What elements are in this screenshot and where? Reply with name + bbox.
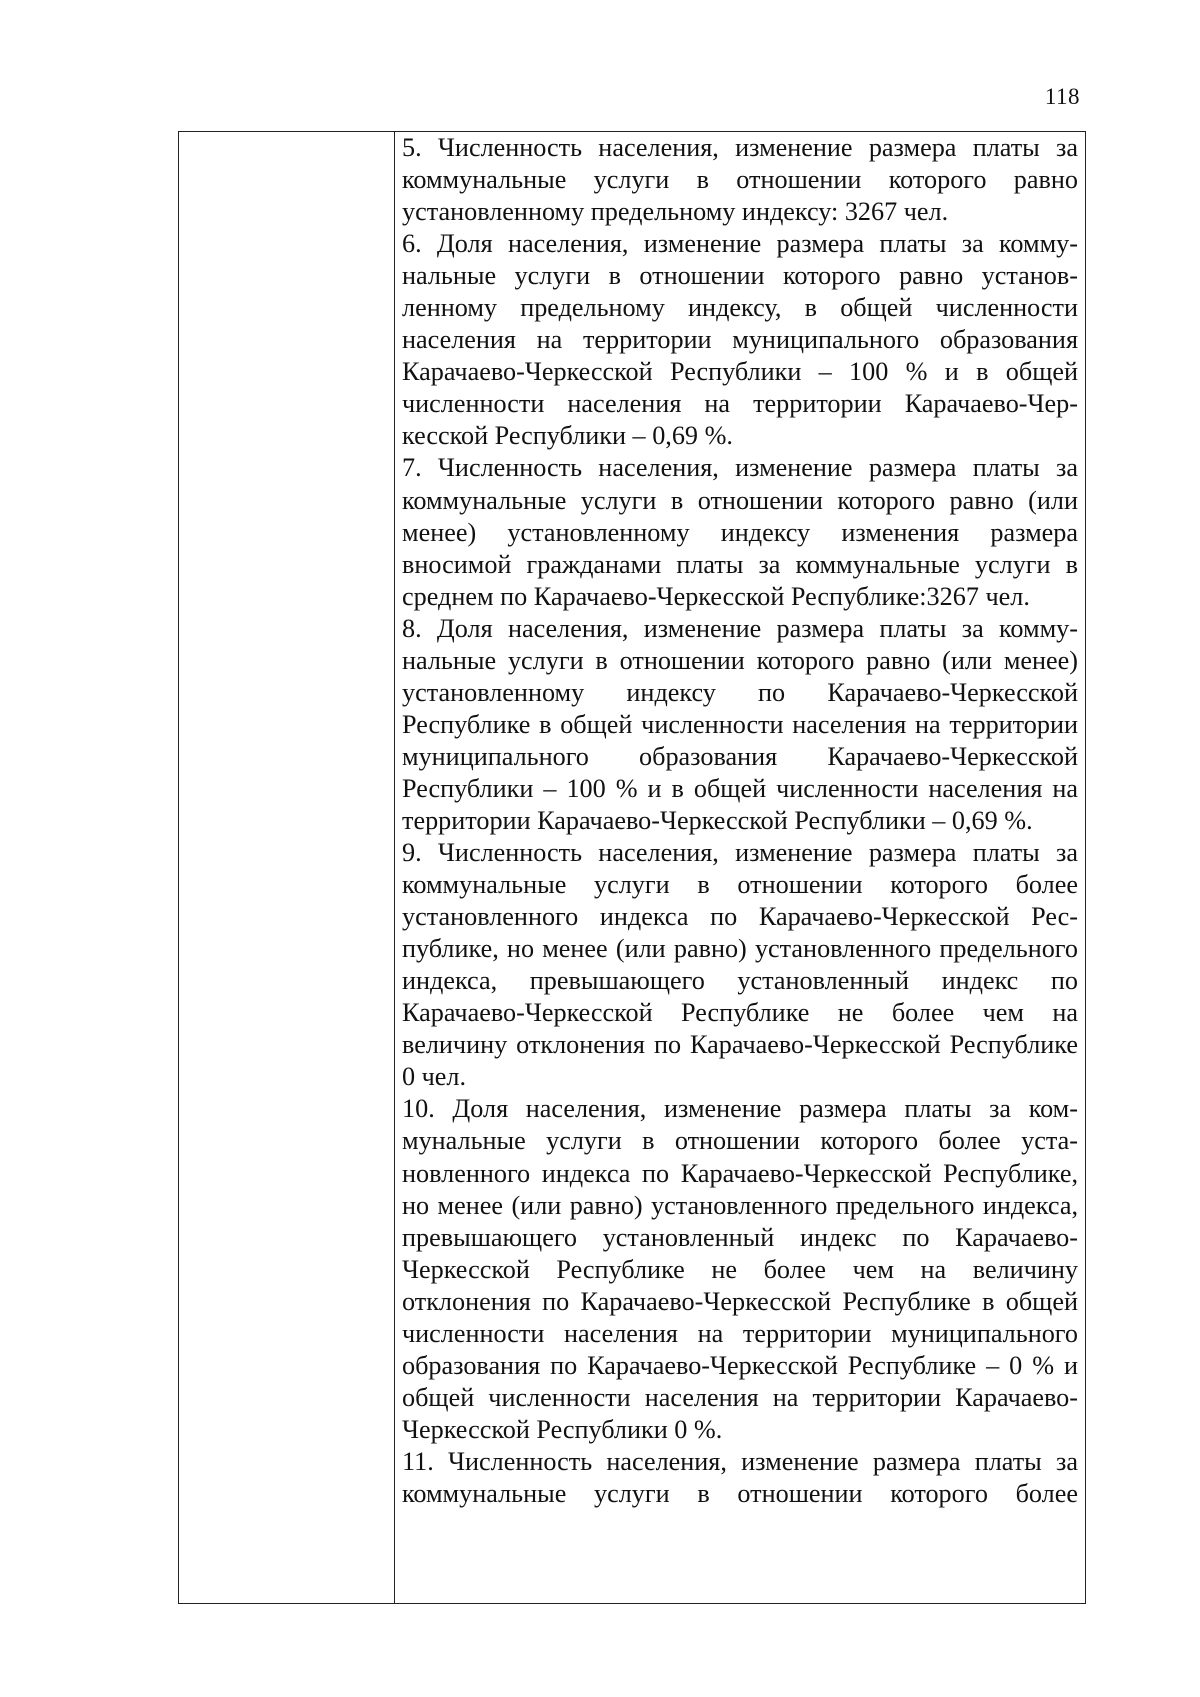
list-item-10: 10. Доля населения, изменение размера платы за коммунальные услуги в отношении которого более установленного индекса по Карачаево-Черкесской Республике, но менее (или равно) установленного предельного индекса, превышающего установленный индекс по Карачаево-Черкесской Республике не более чем на величину отклонения по Карачаево-Черкесской Республике в общей численности населения на территории муниципального образования по Карачаево-Черкесской Республике – 0 % и общей численности населения на территории Карачаево-Черкесской Республики 0 %. (402, 1094, 1078, 1444)
list-item-6: 6. Доля населения, изменение размера платы за коммунальные услуги в отношении которого равно установленному предельному индексу, в общей численности населения на территории муниципального образования Карачаево-Черкесской Республики – 100 % и в общей численности населения на территории Карачаево-Черкесской Республики – 0,69 %. (402, 229, 1078, 451)
list-item-8: 8. Доля населения, изменение размера платы за коммунальные услуги в отношении которого равно (или менее) установленному индексу по Карачаево-Черкесской Республике в общей численности населения на территории муниципального образования Карачаево-Черкесской Республики – 100 % и в общей численности населения на территории Карачаево-Черкесской Республики – 0,69 %. (402, 613, 1078, 835)
list-item-11: 11. Численность населения, изменение размера платы за коммунальные услуги в отношении которого более (402, 1446, 1078, 1508)
page-number: 118 (1044, 84, 1080, 109)
table-left-cell (179, 132, 394, 1603)
column-divider (394, 132, 395, 1603)
list-item-9: 9. Численность населения, изменение размера платы за коммунальные услуги в отношении которого более установленного индекса по Карачаево-Черкесской Республике, но менее (или равно) установленного предельного индекса, превышающего установленный индекс по Карачаево-Черкесской Республике не более чем на величину отклонения по Карачаево-Черкесской Республике 0 чел. (402, 838, 1078, 1092)
table-right-cell (402, 132, 1078, 1603)
list-item-7: 7. Численность населения, изменение размера платы за коммунальные услуги в отношении которого равно (или менее) установленному индексу изменения размера вносимой гражданами платы за коммунальные услуги в среднем по Карачаево-Черкесской Республике:3267 чел. (402, 453, 1078, 611)
list-item-5: 5. Численность населения, изменение размера платы за коммунальные услуги в отношении которого равно установленному предельному индексу: 3267 чел. (402, 133, 1078, 227)
document-table (178, 131, 1086, 1604)
